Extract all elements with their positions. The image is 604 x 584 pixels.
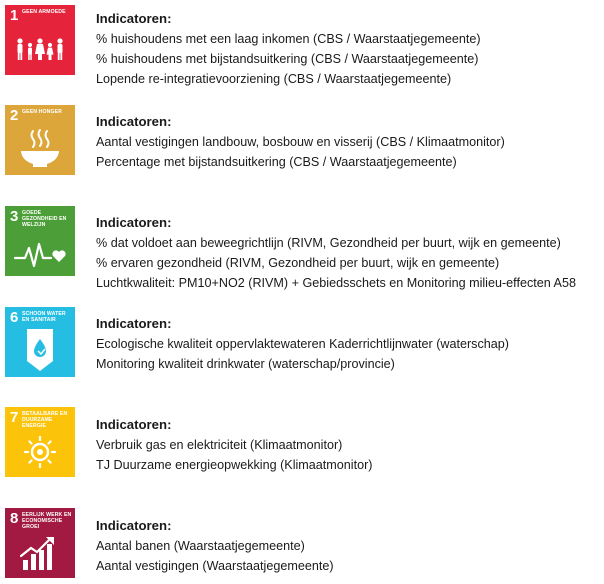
indicator-block-1 — [96, 9, 481, 89]
indicator-item: TJ Duurzame energieopwekking (Klimaatmonitor) — [96, 458, 373, 472]
goal-number: 1 — [10, 7, 19, 24]
indicator-item: Lopende re-integratievoorziening (CBS / Waarstaatjegemeente) — [96, 72, 452, 86]
indicator-item: Aantal banen (Waarstaatjegemeente) — [96, 539, 305, 553]
indicator-block-3 — [96, 213, 576, 293]
goal-number: 8 — [10, 510, 19, 527]
indicator-heading: Indicatoren: — [96, 518, 172, 533]
growth-chart-icon — [5, 508, 75, 578]
indicator-item: Aantal vestigingen (Waarstaatjegemeente) — [96, 559, 334, 573]
sdg-tile-7 — [5, 407, 75, 477]
sun-icon — [5, 407, 75, 477]
goal-number: 3 — [10, 208, 19, 225]
goal-number: 7 — [10, 409, 19, 426]
indicator-heading: Indicatoren: — [96, 11, 172, 26]
heartbeat-icon — [5, 206, 75, 276]
water-drop-icon — [5, 307, 75, 377]
indicator-block-6 — [96, 314, 509, 374]
goal-title: GOEDE GEZONDHEID EN WELZIJN — [22, 210, 67, 228]
goal-title: GEEN HONGER — [22, 109, 63, 115]
indicator-item: % ervaren gezondheid (RIVM, Gezondheid per buurt, wijk en gemeente) — [96, 256, 500, 270]
indicator-item: Luchtkwaliteit: PM10+NO2 (RIVM) + Gebiedsschets en Monitoring milieu-effecten A58 — [96, 276, 576, 290]
indicator-item: Monitoring kwaliteit drinkwater (waterschap/provincie) — [96, 357, 395, 371]
goal-title: EERLIJK WERK EN ECONOMISCHE GROEI — [22, 512, 72, 530]
sdg-tile-1 — [5, 5, 75, 75]
goal-title: GEEN ARMOEDE — [22, 9, 66, 15]
bowl-icon — [5, 105, 75, 175]
indicator-item: % dat voldoet aan beweegrichtlijn (RIVM, Gezondheid per buurt, wijk en gemeente) — [96, 236, 561, 250]
indicator-block-7 — [96, 415, 372, 475]
indicator-heading: Indicatoren: — [96, 215, 172, 230]
indicator-item: Aantal vestigingen landbouw, bosbouw en visserij (CBS / Klimaatmonitor) — [96, 135, 505, 149]
indicator-item: Ecologische kwaliteit oppervlaktewateren Kaderrichtlijnwater (waterschap) — [96, 337, 509, 351]
indicator-item: % huishoudens met een laag inkomen (CBS / Waarstaatjegemeente) — [96, 32, 481, 46]
sdg-tile-3 — [5, 206, 75, 276]
family-icon — [5, 5, 75, 75]
indicator-block-8 — [96, 516, 334, 576]
indicator-item: % huishoudens met bijstandsuitkering (CBS / Waarstaatjegemeente) — [96, 52, 479, 66]
indicator-heading: Indicatoren: — [96, 114, 172, 129]
goal-title: SCHOON WATER EN SANITAIR — [22, 311, 66, 323]
indicator-heading: Indicatoren: — [96, 417, 172, 432]
indicator-item: Verbruik gas en elektriciteit (Klimaatmonitor) — [96, 438, 343, 452]
indicator-item: Percentage met bijstandsuitkering (CBS / Waarstaatjegemeente) — [96, 155, 457, 169]
indicator-block-2 — [96, 112, 505, 172]
sdg-tile-2 — [5, 105, 75, 175]
sdg-tile-8 — [5, 508, 75, 578]
sdg-tile-6 — [5, 307, 75, 377]
goal-number: 6 — [10, 309, 19, 326]
goal-number: 2 — [10, 107, 19, 124]
indicator-heading: Indicatoren: — [96, 316, 172, 331]
goal-title: BETAALBARE EN DUURZAME ENERGIE — [22, 411, 68, 429]
